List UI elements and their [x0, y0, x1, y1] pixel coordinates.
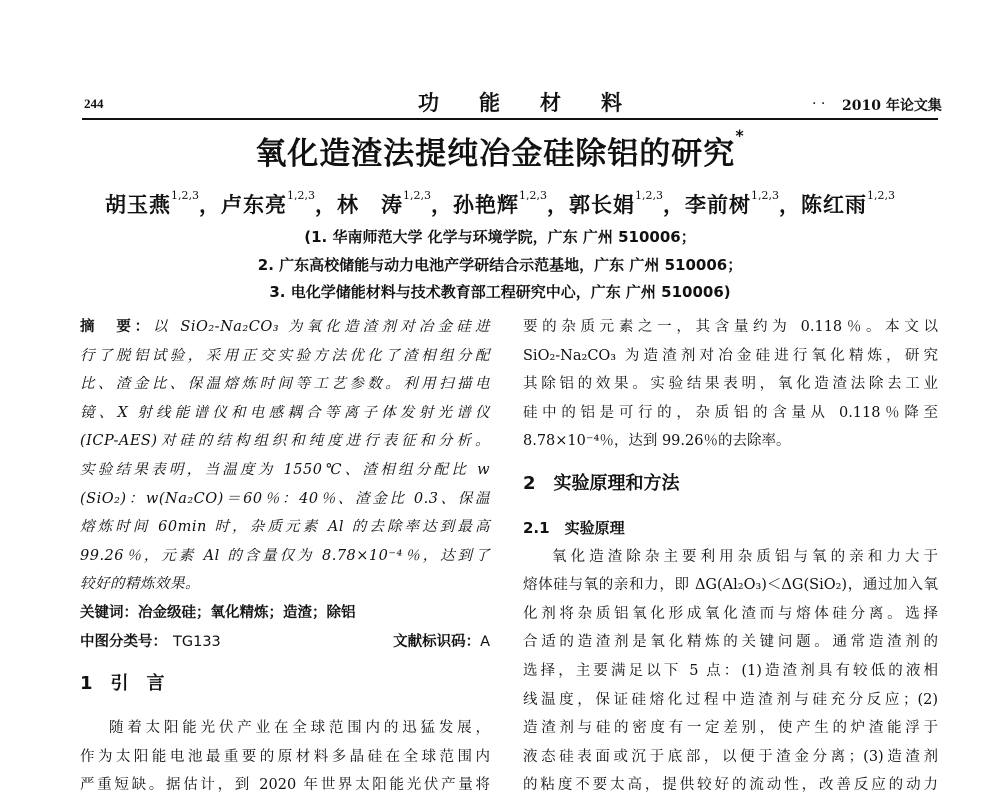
- author: [801, 189, 895, 217]
- author-affiliation: 1,2,3: [287, 189, 315, 202]
- clc-number: [80, 628, 221, 657]
- volume-label: 2010 年论文集: [842, 98, 942, 114]
- body-line: 造渣剂与硅的密度有一定差别，使产生的炉渣能浮于: [523, 720, 938, 737]
- journal-name: 功能材料: [418, 90, 662, 115]
- abstract-line: [80, 313, 490, 342]
- keywords-text: 冶金级硅；氧化精炼；造渣；除铝: [138, 604, 356, 621]
- author-affiliation: 1,2,3: [867, 189, 895, 202]
- abstract-line: 行了脱铝试验，采用正交实验方法优化了渣相组分配: [80, 347, 490, 364]
- author-affiliation: 1,2,3: [171, 189, 199, 202]
- body-line: 硅中的铝是可行的，杂质铝的含量从 0.118％降至: [523, 404, 938, 421]
- author-name: 林 涛: [337, 192, 403, 217]
- body-line: 化剂将杂质铝氧化形成氧化渣而与熔体硅分离。选择: [523, 605, 938, 622]
- doc-code-label: 文献标识码：: [393, 633, 481, 650]
- title-footnote-mark: *: [735, 126, 745, 145]
- abstract-line: 熔炼时间 60min 时，杂质元素 Al 的去除率达到最高: [80, 519, 490, 536]
- abstract-label: 摘 要：: [80, 319, 153, 335]
- author-name: 陈红雨: [801, 192, 867, 217]
- author-name: 李前树: [685, 192, 751, 217]
- affiliation-3: 3. 电化学储能材料与技术教育部工程研究中心，广东 广州 510006): [269, 283, 731, 301]
- author: [453, 189, 547, 217]
- abstract-line: (SiO₂)：w(Na₂CO)＝60％：40％、渣金比 0.3、保温: [80, 490, 490, 507]
- affiliation-2: 2. 广东高校储能与动力电池产学研结合示范基地，广东 广州 510006；: [257, 256, 743, 274]
- body-line: 随着太阳能光伏产业在全球范围内的迅猛发展，: [109, 720, 490, 737]
- left-column: [80, 313, 491, 794]
- header-dots: . .: [812, 92, 826, 108]
- body-line: SiO₂-Na₂CO₃ 为造渣剂对冶金硅进行氧化精炼，研究: [523, 347, 938, 364]
- author: [105, 189, 199, 217]
- body-line: 熔体硅与氧的亲和力，即 ΔG(Al₂O₃)＜ΔG(SiO₂)，通过加入氧: [523, 577, 938, 594]
- body-line: 氧化造渣除杂主要利用杂质铝与氧的亲和力大于: [552, 548, 938, 565]
- document-code: [393, 628, 490, 657]
- abstract-line: (ICP-AES)对硅的结构组织和纯度进行表征和分析。: [80, 433, 490, 450]
- doc-code-value: A: [480, 633, 490, 650]
- paper-title-text: 氧化造渣法提纯冶金硅除铝的研究: [255, 136, 736, 172]
- header-rule: [82, 118, 938, 120]
- author-name: 郭长娟: [569, 192, 635, 217]
- body-line: 作为太阳能电池最重要的原材料多晶硅在全球范围内: [80, 748, 490, 765]
- abstract-line: 实验结果表明，当温度为 1550℃、渣相组分配比 w: [80, 461, 490, 478]
- body-line: 要的杂质元素之一，其含量约为 0.118％。本文以: [523, 319, 938, 335]
- clc-label: 中图分类号：: [80, 633, 167, 650]
- author-affiliation: 1,2,3: [403, 189, 431, 202]
- classification-line: [80, 628, 490, 657]
- section-2-heading: 2 实验原理和方法: [523, 472, 680, 494]
- body-line: 选择，主要满足以下 5 点：(1)造渣剂具有较低的液相: [523, 662, 938, 679]
- body-line: 线温度，保证硅熔化过程中造渣剂与硅充分反应；(2): [523, 691, 938, 708]
- author: [569, 189, 663, 217]
- abstract-text: 以 SiO₂-Na₂CO₃ 为氧化造渣剂对冶金硅进: [152, 319, 491, 335]
- subsection-2-1-heading: 2.1 实验原理: [523, 518, 625, 537]
- author-name: 卢东亮: [221, 192, 287, 217]
- abstract-line: 99.26％，元素 Al 的含量仅为 8.78×10⁻⁴％，达到了: [80, 547, 490, 564]
- author: [685, 189, 779, 217]
- keywords-label: 关键词：: [80, 604, 138, 621]
- page-number: 244: [84, 96, 104, 111]
- abstract-line: 较好的精炼效果。: [80, 576, 200, 593]
- author-list: 胡玉燕$^{1,2,3}$，卢东亮$^{1,2,3}$，林 涛$^{1,2,3}$，孙艳辉$^{1,2,3}$，郭长娟$^{1,2,3}$，李前树$^{1,2,3}$，陈红雨$^{1,2,3}$: [105, 189, 895, 217]
- body-line: 的粘度不要太高，提供较好的流动性，改善反应的动力: [523, 777, 938, 794]
- section-1-heading: 1 引 言: [80, 673, 165, 695]
- body-line: 其除铝的效果。实验结果表明，氧化造渣法除去工业: [523, 376, 938, 393]
- abstract-line: 镜、X 射线能谱仪和电感耦合等离子体发射光谱仪: [80, 404, 490, 421]
- body-line: 液态硅表面或沉于底部，以便于渣金分离；(3)造渣剂: [523, 748, 938, 765]
- author: [337, 189, 431, 217]
- body-line: 严重短缺。据估计，到 2020 年世界太阳能光伏产量将: [80, 777, 490, 794]
- author-affiliation: 1,2,3: [751, 189, 779, 202]
- keywords-line: [80, 599, 490, 628]
- body-line: 合适的造渣剂是氧化精炼的关键问题。通常造渣剂的: [523, 634, 938, 651]
- paper-title: [0, 128, 1000, 173]
- author-name: 孙艳辉: [453, 192, 519, 217]
- abstract-line: 比、渣金比、保温熔炼时间等工艺参数。利用扫描电: [80, 376, 490, 393]
- affiliation-1: (1. 华南师范大学 化学与环境学院，广东 广州 510006；: [304, 228, 696, 246]
- body-line: 8.78×10⁻⁴％，达到 99.26％的去除率。: [523, 433, 791, 450]
- author-affiliation: 1,2,3: [519, 189, 547, 202]
- author-affiliation: 1,2,3: [635, 189, 663, 202]
- right-column: [523, 313, 938, 794]
- author: [221, 189, 315, 217]
- author-name: 胡玉燕: [105, 192, 171, 217]
- clc-value: TG133: [173, 633, 221, 650]
